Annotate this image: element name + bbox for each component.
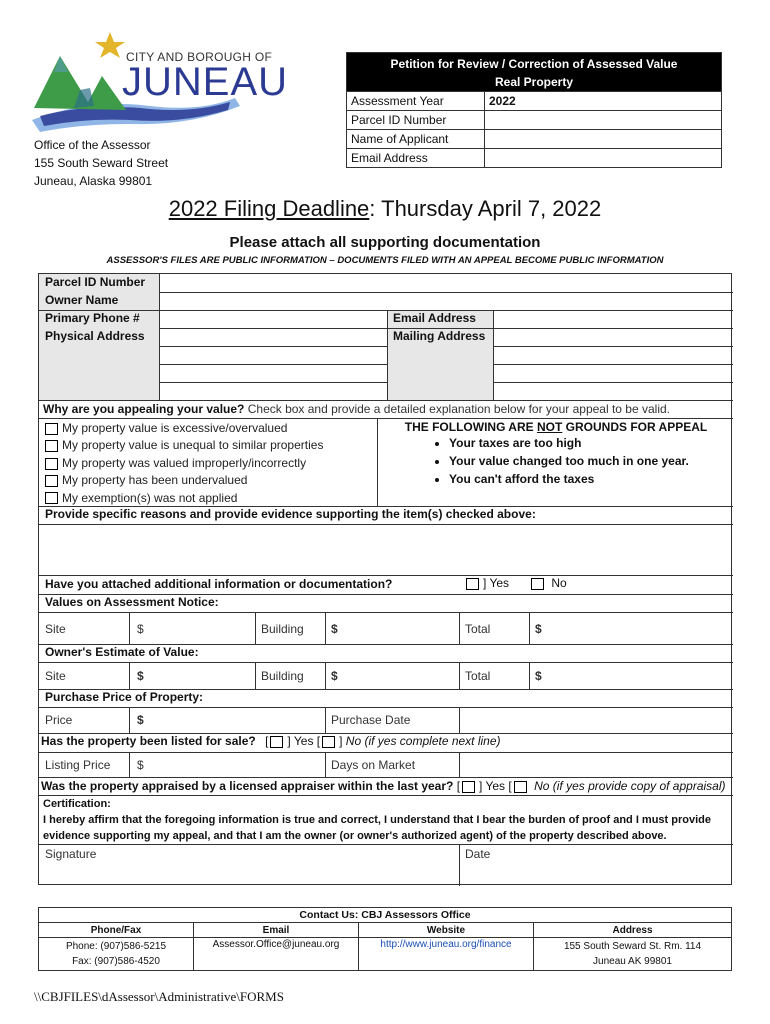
date-label: Date bbox=[465, 847, 491, 861]
signature-field[interactable] bbox=[39, 845, 459, 885]
address-cell bbox=[534, 938, 732, 971]
divider bbox=[159, 364, 387, 365]
phone-fax-cell bbox=[39, 938, 194, 971]
yes-label: Yes bbox=[485, 779, 506, 793]
reason-label: My property was valued improperly/incorrectly bbox=[62, 455, 307, 470]
not-grounds-box bbox=[379, 420, 733, 488]
applicant-name-label: Name of Applicant bbox=[347, 130, 485, 149]
divider bbox=[39, 777, 733, 778]
purchase-date-label: Purchase Date bbox=[331, 713, 411, 727]
not-grounds-text: THE FOLLOWING ARE bbox=[404, 420, 537, 434]
assessment-year-value[interactable]: 2022 bbox=[485, 92, 722, 111]
checkbox[interactable] bbox=[531, 578, 544, 590]
price-dollar[interactable]: $ bbox=[137, 713, 144, 727]
checkbox[interactable] bbox=[45, 458, 58, 470]
divider bbox=[39, 400, 733, 401]
divider bbox=[159, 292, 733, 293]
no-label: No bbox=[551, 576, 567, 590]
deadline-suffix: : Thursday April 7, 2022 bbox=[369, 196, 602, 221]
reason-label: My property has been undervalued bbox=[62, 473, 248, 488]
divider bbox=[459, 752, 460, 777]
star-icon bbox=[95, 32, 125, 58]
attach-note: Please attach all supporting documentation bbox=[229, 234, 541, 251]
building-dollar[interactable]: $ bbox=[331, 669, 338, 683]
checkbox[interactable] bbox=[514, 781, 527, 793]
address-header: Address bbox=[534, 923, 732, 938]
divider bbox=[529, 662, 530, 689]
divider bbox=[39, 707, 733, 708]
not-grounds-text: GROUNDS FOR APPEAL bbox=[562, 420, 708, 434]
why-appealing-instructions: Check box and provide a detailed explanation below for your appeal to be valid. bbox=[244, 402, 671, 416]
reason-exemption[interactable] bbox=[43, 490, 323, 507]
divider bbox=[39, 310, 733, 311]
parcel-id-label: Parcel ID Number bbox=[347, 111, 485, 130]
email-link[interactable]: Assessor.Office@juneau.org bbox=[194, 938, 359, 971]
reason-excessive[interactable] bbox=[43, 420, 323, 437]
website-header: Website bbox=[359, 923, 534, 938]
contact-table bbox=[38, 907, 732, 971]
appeal-reasons bbox=[43, 420, 323, 507]
phone-fax-header: Phone/Fax bbox=[39, 923, 194, 938]
total-label: Total bbox=[465, 622, 491, 636]
why-appealing-label: Why are you appealing your value? bbox=[43, 402, 245, 416]
parcel-id-number-label: Parcel ID Number bbox=[45, 275, 146, 289]
petition-header-table bbox=[346, 52, 722, 168]
petition-title-line1: Petition for Review / Correction of Assessed Value bbox=[390, 57, 678, 71]
office-address bbox=[34, 136, 168, 190]
listed-no-label: No (if yes complete next line) bbox=[345, 734, 501, 748]
checkbox[interactable] bbox=[466, 578, 479, 590]
email-address-label: Email Address bbox=[393, 311, 476, 325]
parcel-id-field[interactable] bbox=[485, 111, 722, 130]
reason-unequal[interactable] bbox=[43, 437, 323, 454]
owner-estimate-label: Owner's Estimate of Value: bbox=[45, 645, 199, 659]
fax-number: Fax: (907)586-4520 bbox=[72, 956, 160, 967]
email-field[interactable] bbox=[485, 149, 722, 168]
divider bbox=[325, 707, 326, 733]
not-grounds-emphasis: NOT bbox=[536, 420, 563, 434]
listed-row: Has the property been listed for sale? [ ] Yes [ ] No (if yes complete next line) bbox=[41, 734, 501, 748]
certification bbox=[43, 796, 723, 844]
email-label: Email Address bbox=[347, 149, 485, 168]
appraised-no-label: No (if yes provide copy of appraisal) bbox=[534, 779, 726, 793]
divider bbox=[459, 662, 460, 689]
appeal-form bbox=[38, 273, 732, 885]
filing-deadline bbox=[0, 196, 770, 222]
site-label: Site bbox=[45, 669, 66, 683]
building-label: Building bbox=[261, 622, 304, 636]
logo-line2: JUNEAU bbox=[122, 60, 289, 104]
checkbox[interactable] bbox=[45, 423, 58, 435]
address-line2: Juneau AK 99801 bbox=[593, 956, 672, 967]
yes-label: Yes bbox=[489, 576, 510, 590]
purchase-price-label: Purchase Price of Property: bbox=[45, 690, 204, 704]
office-name: Office of the Assessor bbox=[34, 138, 151, 152]
listed-question: Has the property been listed for sale? bbox=[41, 734, 256, 748]
listing-dollar[interactable]: $ bbox=[137, 758, 144, 772]
certification-text: I hereby affirm that the foregoing information is true and correct, I understand that I bear the burden of proof and I must provide evidence supporting my appeal, and that I am the owner (or owner's authorized agent) of the property described above. bbox=[43, 814, 712, 842]
reason-label: My property value is excessive/overvalued bbox=[62, 421, 288, 435]
owner-name-label: Owner Name bbox=[45, 293, 119, 307]
values-notice-label: Values on Assessment Notice: bbox=[45, 595, 219, 609]
divider bbox=[325, 612, 326, 644]
specific-reasons-label: Provide specific reasons and provide evidence supporting the item(s) checked above: bbox=[45, 507, 536, 521]
divider bbox=[493, 364, 733, 365]
checkbox[interactable] bbox=[462, 781, 475, 793]
applicant-name-field[interactable] bbox=[485, 130, 722, 149]
checkbox[interactable] bbox=[45, 475, 58, 487]
cbj-logo bbox=[30, 28, 289, 138]
divider bbox=[159, 346, 387, 347]
petition-title bbox=[347, 53, 722, 92]
reason-undervalued[interactable] bbox=[43, 472, 323, 489]
office-city: Juneau, Alaska 99801 bbox=[34, 174, 153, 188]
site-dollar[interactable]: $ bbox=[137, 622, 144, 636]
divider bbox=[377, 418, 378, 506]
divider bbox=[325, 662, 326, 689]
checkbox[interactable] bbox=[45, 440, 58, 452]
physical-address-label: Physical Address bbox=[45, 329, 145, 343]
why-appealing bbox=[43, 402, 670, 416]
attached-yes[interactable]: ] Yes bbox=[464, 576, 509, 590]
divider bbox=[129, 612, 130, 644]
divider bbox=[459, 707, 460, 733]
divider bbox=[255, 612, 256, 644]
reason-label: My exemption(s) was not applied bbox=[62, 490, 238, 505]
office-street: 155 South Seward Street bbox=[34, 156, 169, 170]
phone-number: Phone: (907)586-5215 bbox=[65, 941, 167, 952]
divider bbox=[493, 346, 733, 347]
divider bbox=[529, 612, 530, 644]
building-label: Building bbox=[261, 669, 304, 683]
petition-title-line2: Real Property bbox=[494, 75, 574, 89]
divider bbox=[39, 612, 733, 613]
certification-title: Certification: bbox=[43, 798, 111, 810]
reason-improper[interactable] bbox=[43, 455, 323, 472]
reason-label: My property value is unequal to similar properties bbox=[62, 438, 324, 453]
divider bbox=[39, 752, 733, 753]
appraised-row: Was the property appraised by a licensed appraiser within the last year? [ ] Yes [ No (if yes provide copy of appraisal) bbox=[41, 779, 726, 793]
site-dollar[interactable]: $ bbox=[137, 669, 144, 683]
specific-reasons-field[interactable] bbox=[39, 525, 733, 575]
price-label: Price bbox=[45, 713, 73, 727]
divider bbox=[39, 418, 733, 419]
divider bbox=[129, 662, 130, 689]
assessment-year-label: Assessment Year bbox=[347, 92, 485, 111]
total-dollar[interactable]: $ bbox=[535, 669, 542, 683]
appraised-question: Was the property appraised by a licensed appraiser within the last year? bbox=[41, 779, 454, 793]
signature-label: Signature bbox=[45, 847, 97, 861]
divider bbox=[459, 612, 460, 644]
total-label: Total bbox=[465, 669, 491, 683]
divider bbox=[255, 662, 256, 689]
contact-title: Contact Us: CBJ Assessors Office bbox=[39, 908, 732, 923]
divider bbox=[129, 752, 130, 777]
total-dollar[interactable]: $ bbox=[535, 622, 542, 636]
attached-no[interactable] bbox=[529, 576, 567, 590]
divider bbox=[493, 310, 494, 400]
listing-price-label: Listing Price bbox=[45, 758, 111, 772]
divider bbox=[387, 310, 388, 400]
divider bbox=[129, 707, 130, 733]
divider bbox=[159, 328, 733, 329]
site-label: Site bbox=[45, 622, 66, 636]
attached-question: Have you attached additional information or documentation? bbox=[45, 577, 393, 591]
not-grounds-heading bbox=[379, 420, 733, 434]
file-path: \\CBJFILES\dAssessor\Administrative\FORMS bbox=[34, 989, 284, 1004]
yes-label: Yes bbox=[293, 734, 314, 748]
days-on-market-label: Days on Market bbox=[331, 758, 416, 772]
checkbox[interactable] bbox=[45, 492, 58, 504]
deadline-prefix: 2022 Filing Deadline bbox=[168, 196, 370, 221]
divider bbox=[159, 382, 387, 383]
primary-phone-label: Primary Phone # bbox=[45, 311, 140, 325]
not-ground-item: • Your value changed too much in one year. bbox=[449, 452, 733, 470]
divider bbox=[459, 844, 460, 886]
mailing-address-label: Mailing Address bbox=[393, 329, 486, 343]
not-ground-item: • You can't afford the taxes bbox=[449, 470, 733, 488]
website-link[interactable]: http://www.juneau.org/finance bbox=[359, 938, 534, 971]
public-notice: ASSESSOR'S FILES ARE PUBLIC INFORMATION – DOCUMENTS FILED WITH AN APPEAL BECOME PUBLIC INFORMATION bbox=[106, 255, 664, 266]
divider bbox=[39, 662, 733, 663]
building-dollar[interactable]: $ bbox=[331, 622, 338, 636]
address-line1: 155 South Seward St. Rm. 114 bbox=[563, 941, 702, 952]
email-header: Email bbox=[194, 923, 359, 938]
divider bbox=[493, 382, 733, 383]
divider bbox=[325, 752, 326, 777]
checkbox[interactable] bbox=[322, 736, 335, 748]
logo-line1: CITY AND BOROUGH OF bbox=[126, 50, 273, 64]
checkbox[interactable] bbox=[270, 736, 283, 748]
not-ground-item: • Your taxes are too high bbox=[449, 434, 733, 452]
